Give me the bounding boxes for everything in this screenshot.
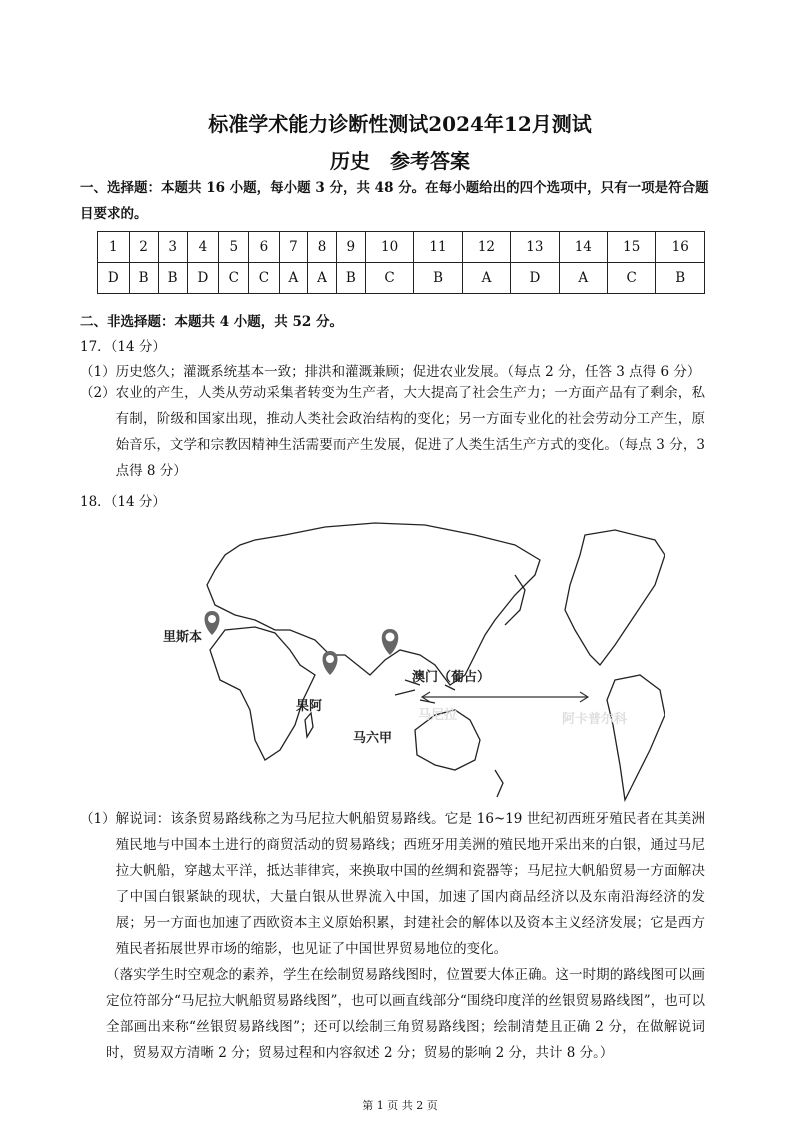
map-label-goa: 果阿 (296, 699, 323, 714)
madagascar-outline (305, 713, 313, 737)
marker-holes (208, 615, 395, 663)
question-number-cell: 10 (365, 232, 413, 263)
question-number-cell: 1 (98, 232, 130, 263)
question-number-cell: 4 (187, 232, 219, 263)
section1-heading: 一、选择题：本题共 16 小题，每小题 3 分，共 48 分。在每小题给出的四个选项中，只有一项是符合题 (80, 180, 709, 196)
q18-header: 18．（14 分） (80, 494, 166, 510)
question-number-cell: 14 (559, 232, 607, 263)
answer-table (97, 231, 705, 294)
section1-heading-cont: 目要求的。 (80, 206, 148, 222)
map-label-manila: 马尼拉 (418, 708, 458, 723)
question-number-cell: 13 (511, 232, 559, 263)
answer-cell: C (365, 263, 413, 294)
answer-cell: B (414, 263, 462, 294)
page-footer: 第 1 页 共 2 页 (362, 1099, 438, 1112)
answer-cell: A (559, 263, 607, 294)
answer-cell: B (656, 263, 705, 294)
q17-part2-block (80, 380, 705, 484)
map-label-macau: 澳门（葡占） (412, 670, 491, 685)
question-number-cell: 11 (414, 232, 462, 263)
question-number-cell: 6 (249, 232, 279, 263)
answer-cell: A (308, 263, 337, 294)
q17-header: 17．（14 分） (80, 339, 166, 355)
answer-cell: B (336, 263, 365, 294)
answer-cell: D (187, 263, 219, 294)
world-map (195, 515, 665, 805)
q17-part2: 农业的产生，人类从劳动采集者转变为生产者，大大提高了社会生产力；一方面产品有了剩余，私有制，阶级和国家出现，推动人类社会政治结构的变化；另一方面专业化的社会劳动分工产生，原始音乐，文学和宗教因精神生活需要而产生发展，促进了人类生活生产方式的变化。（每点 3 分，3 点得 8 分） (115, 385, 705, 479)
answer-cell: A (279, 263, 308, 294)
map-label-acapulco: 阿卡普尔科 (562, 712, 628, 727)
answer-cell: A (462, 263, 510, 294)
answer-cell: D (98, 263, 130, 294)
answer-cell: C (249, 263, 279, 294)
answer-cell: D (511, 263, 559, 294)
south-america-outline (607, 675, 665, 800)
answer-cell: C (608, 263, 656, 294)
answer-cell: B (129, 263, 158, 294)
q17-part1: （1）历史悠久；灌溉系统基本一致；排洪和灌溉兼顾；促进农业发展。（每点 2 分，任答 3 点得 6 分） (80, 364, 701, 380)
page-title: 标准学术能力诊断性测试2024年12月测试 (208, 112, 592, 136)
q18-part1-scoring-note: （落实学生时空观念的素养，学生在绘制贸易路线图时，位置要大体正确。这一时期的路线图可以画定位符部分“马尼拉大帆船贸易路线图”，也可以画直线部分“围绕印度洋的丝银贸易路线图”，也可以全部画出来称“丝银贸易路线图”；还可以绘制三角贸易路线图；绘制清楚且正确 2 分，在做解说词时，贸易双方清晰 2 分；贸易过程和内容叙述 2 分；贸易的影响 2 分，共计 8 分。） (106, 967, 705, 1061)
question-number-cell: 8 (308, 232, 337, 263)
question-number-cell: 12 (462, 232, 510, 263)
north-america-outline (565, 530, 665, 665)
africa-outline (210, 627, 315, 760)
question-number-cell: 16 (656, 232, 705, 263)
europe-asia-outline (207, 523, 540, 685)
question-number-cell: 5 (219, 232, 249, 263)
question-number-cell: 3 (158, 232, 187, 263)
q18-part1-block (80, 806, 705, 1066)
question-number-row (98, 232, 705, 263)
answer-cell: C (219, 263, 249, 294)
q17-part2-label: （2） (80, 385, 116, 401)
question-number-cell: 15 (608, 232, 656, 263)
q18-part1: 解说词：该条贸易路线称之为马尼拉大帆船贸易路线。它是 16~19 世纪初西班牙殖民者在其美洲殖民地与中国本土进行的商贸活动的贸易路线；西班牙用美洲的殖民地开采出来的白银，通过马尼拉大帆船，穿越太平洋，抵达菲律宾，来换取中国的丝绸和瓷器等；马尼拉大帆船贸易一方面解决了中国白银紧缺的现状，大量白银从世界流入中国，加速了国内商品经济以及东南沿海经济的发展；另一方面也加速了西欧资本主义原始积累，封建社会的解体以及资本主义经济发展；它是西方殖民者拓展世界市场的缩影，也见证了中国世界贸易地位的变化。 (115, 811, 705, 957)
route-arrow (422, 692, 588, 702)
map-label-lisbon: 里斯本 (163, 630, 203, 645)
new-zealand-outline (495, 770, 503, 797)
page-subtitle: 历史 参考答案 (330, 149, 470, 173)
question-number-cell: 9 (336, 232, 365, 263)
question-number-cell: 7 (279, 232, 308, 263)
answer-row (98, 263, 705, 294)
q18-part1-label: （1） (80, 811, 116, 827)
map-label-malacca: 马六甲 (353, 731, 393, 746)
question-number-cell: 2 (129, 232, 158, 263)
japan-outline (505, 575, 525, 625)
section2-heading: 二、非选择题：本题共 4 小题，共 52 分。 (80, 314, 343, 330)
answer-cell: B (158, 263, 187, 294)
